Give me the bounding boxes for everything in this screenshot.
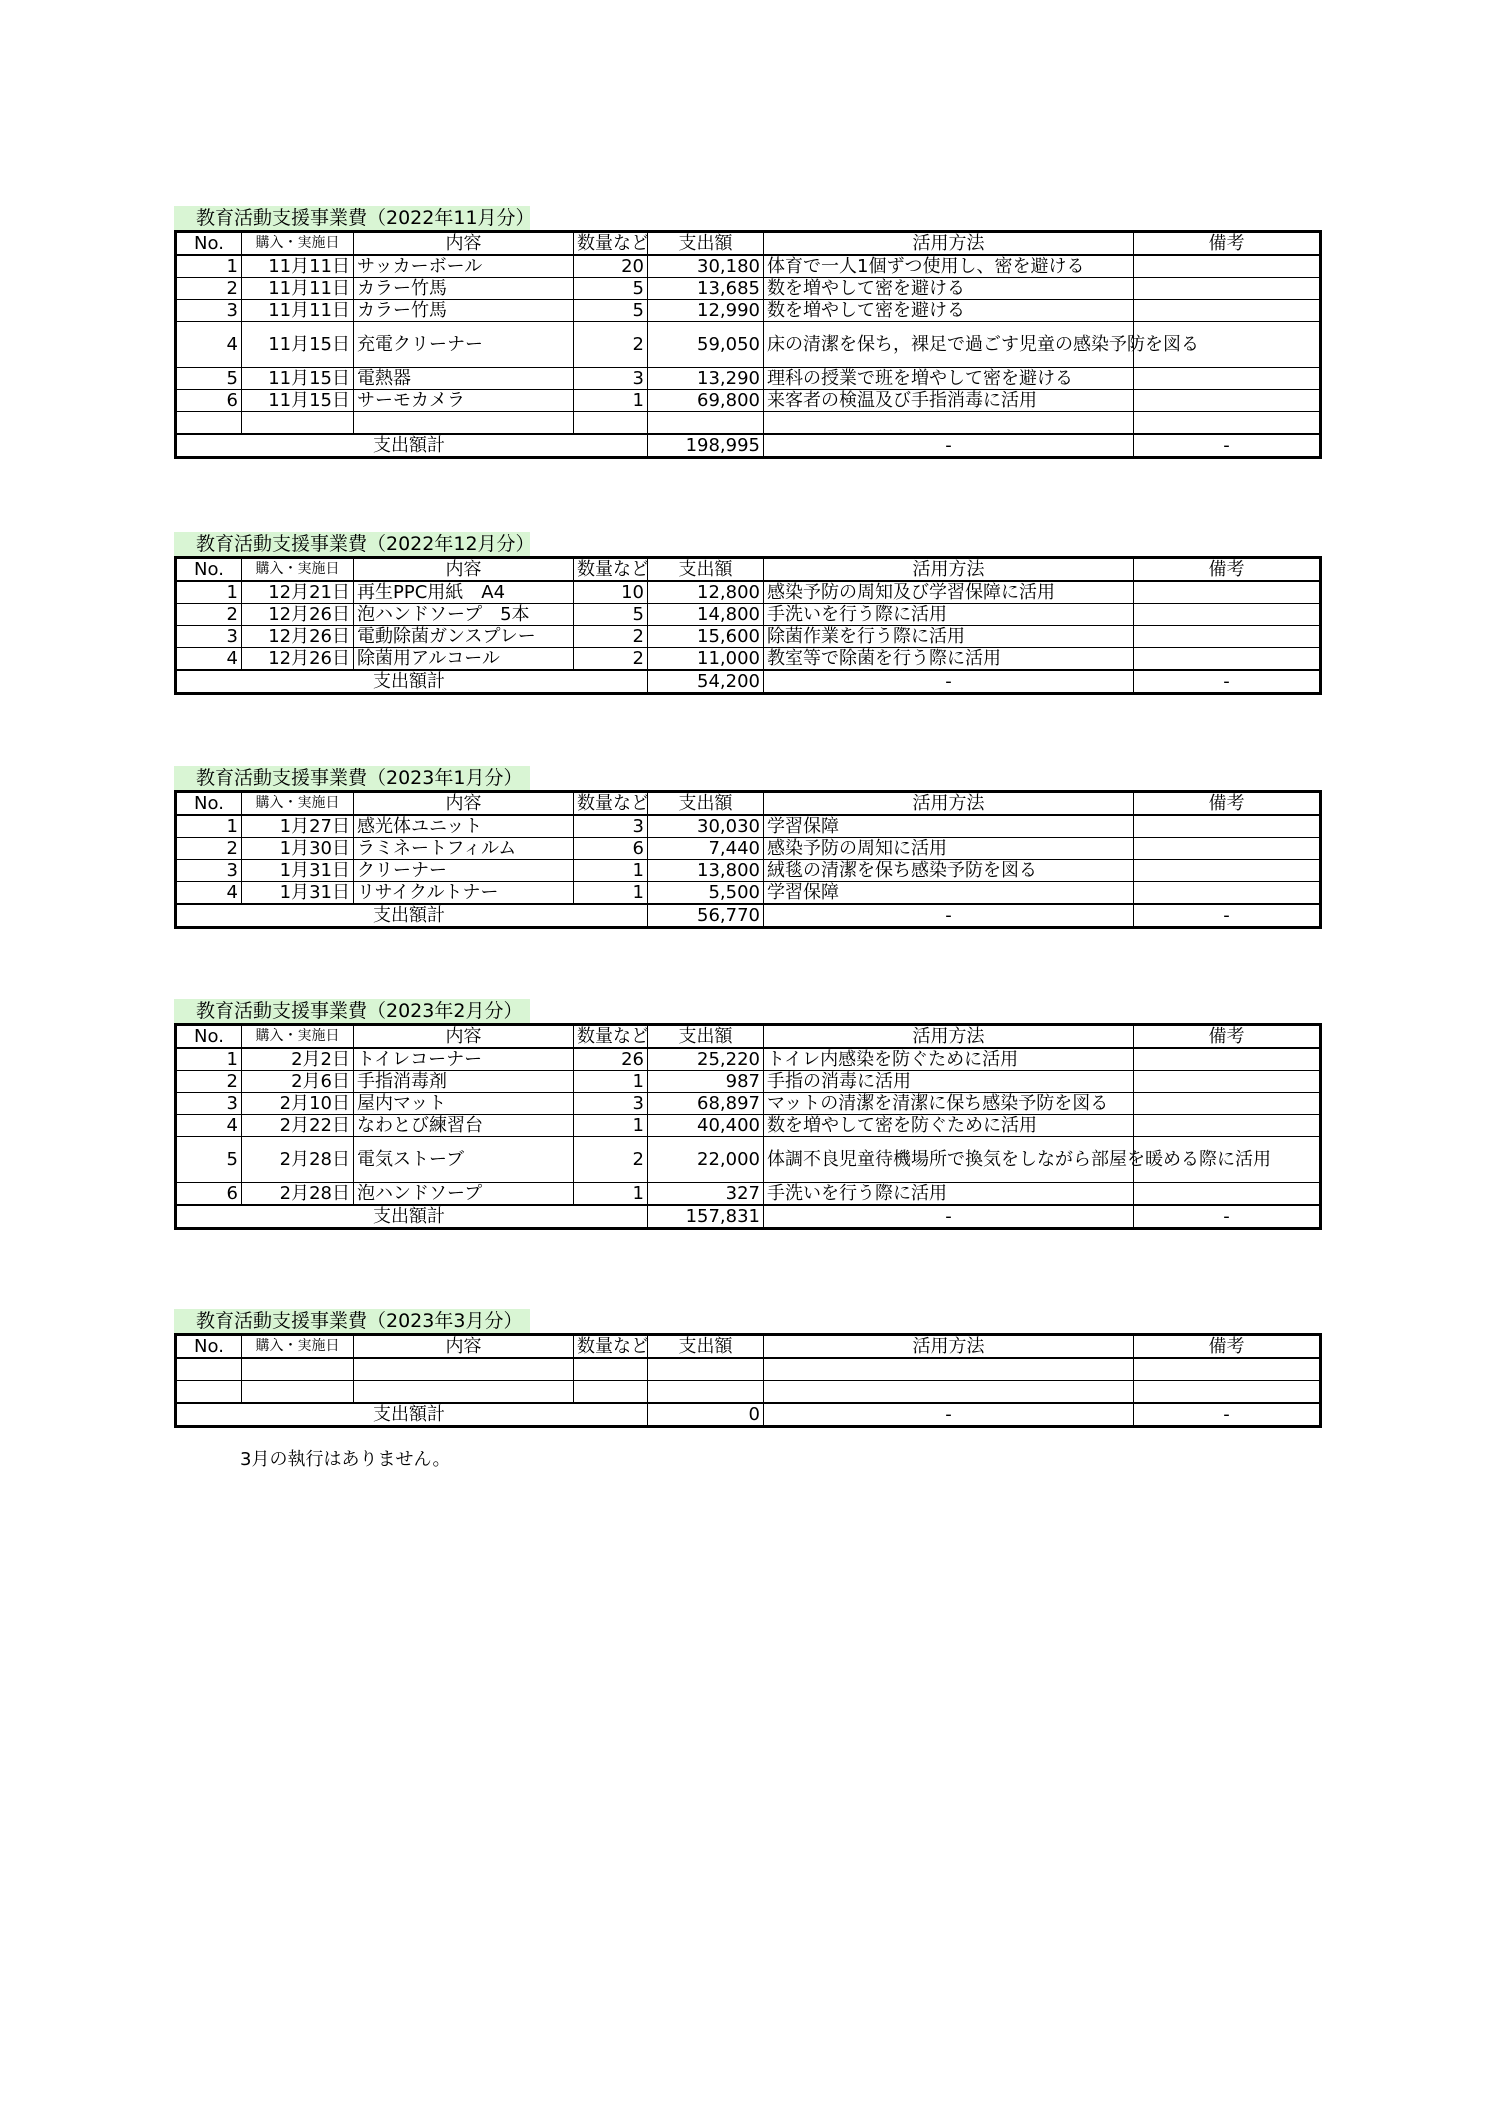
cell-remarks	[1134, 860, 1321, 882]
cell-no: 6	[176, 1183, 242, 1206]
cell-no: 3	[176, 860, 242, 882]
cell-amount: 13,800	[648, 860, 764, 882]
table-row	[176, 1137, 1321, 1183]
cell-method: 数を増やして密を防ぐために活用	[764, 1115, 1134, 1137]
expense-section	[174, 766, 1319, 929]
section-title: 教育活動支援事業費（2022年11月分）	[174, 206, 530, 230]
cell-remarks	[1134, 1115, 1321, 1137]
column-header-method: 活用方法	[764, 558, 1134, 582]
cell-remarks	[1134, 604, 1321, 626]
table-row	[176, 860, 1321, 882]
cell-date: 12月21日	[242, 581, 354, 604]
cell-no: 1	[176, 581, 242, 604]
cell-amount: 69,800	[648, 390, 764, 412]
expense-table	[174, 1023, 1322, 1230]
cell-method: 除菌作業を行う際に活用	[764, 626, 1134, 648]
cell-no: 3	[176, 1093, 242, 1115]
cell-content: 屋内マット	[354, 1093, 574, 1115]
cell-no: 4	[176, 882, 242, 905]
cell-amount	[648, 1381, 764, 1404]
column-header-remarks: 備考	[1134, 558, 1321, 582]
cell-amount: 11,000	[648, 648, 764, 671]
cell-method: 絨毯の清潔を保ち感染予防を図る	[764, 860, 1134, 882]
cell-remarks	[1134, 626, 1321, 648]
table-header-row	[176, 558, 1321, 582]
cell-no: 3	[176, 300, 242, 322]
cell-method: 床の清潔を保ち，裸足で過ごす児童の感染予防を図る	[764, 322, 1134, 368]
cell-amount: 14,800	[648, 604, 764, 626]
total-row	[176, 904, 1321, 928]
cell-method	[764, 1358, 1134, 1381]
table-row	[176, 368, 1321, 390]
total-row	[176, 1205, 1321, 1229]
cell-amount: 68,897	[648, 1093, 764, 1115]
cell-remarks	[1134, 581, 1321, 604]
cell-no: 1	[176, 255, 242, 278]
cell-method: 教室等で除菌を行う際に活用	[764, 648, 1134, 671]
cell-date: 1月27日	[242, 815, 354, 838]
cell-no	[176, 412, 242, 435]
total-amount: 0	[648, 1403, 764, 1427]
table-header-row	[176, 792, 1321, 816]
cell-date: 11月15日	[242, 390, 354, 412]
cell-qty: 1	[574, 1183, 648, 1206]
table-row	[176, 604, 1321, 626]
cell-content	[354, 1381, 574, 1404]
cell-remarks	[1134, 255, 1321, 278]
cell-method: 手指の消毒に活用	[764, 1071, 1134, 1093]
cell-qty: 1	[574, 1071, 648, 1093]
cell-date: 2月28日	[242, 1137, 354, 1183]
cell-date: 1月30日	[242, 838, 354, 860]
column-header-no: No.	[176, 1335, 242, 1359]
total-row	[176, 434, 1321, 458]
cell-qty: 3	[574, 368, 648, 390]
table-row	[176, 1115, 1321, 1137]
cell-no	[176, 1358, 242, 1381]
total-remarks: -	[1134, 1205, 1321, 1229]
cell-method: 学習保障	[764, 882, 1134, 905]
cell-no: 2	[176, 604, 242, 626]
table-row	[176, 322, 1321, 368]
cell-method: 体育で一人1個ずつ使用し、密を避ける	[764, 255, 1134, 278]
cell-no: 4	[176, 648, 242, 671]
cell-amount: 12,990	[648, 300, 764, 322]
table-header-row	[176, 232, 1321, 256]
column-header-qty: 数量など	[574, 232, 648, 256]
cell-content: サーモカメラ	[354, 390, 574, 412]
cell-method: 理科の授業で班を増やして密を避ける	[764, 368, 1134, 390]
cell-amount	[648, 1358, 764, 1381]
cell-remarks	[1134, 1183, 1321, 1206]
total-amount: 198,995	[648, 434, 764, 458]
cell-content: カラー竹馬	[354, 300, 574, 322]
table-row	[176, 648, 1321, 671]
cell-qty: 20	[574, 255, 648, 278]
expense-section	[174, 532, 1319, 695]
cell-date	[242, 1381, 354, 1404]
cell-method: 感染予防の周知に活用	[764, 838, 1134, 860]
column-header-amount: 支出額	[648, 1335, 764, 1359]
cell-no: 6	[176, 390, 242, 412]
cell-qty: 2	[574, 322, 648, 368]
expense-section	[174, 999, 1319, 1230]
column-header-remarks: 備考	[1134, 1335, 1321, 1359]
cell-remarks	[1134, 815, 1321, 838]
cell-qty	[574, 1381, 648, 1404]
cell-method: 数を増やして密を避ける	[764, 278, 1134, 300]
expense-section	[174, 206, 1319, 459]
cell-no: 5	[176, 1137, 242, 1183]
cell-no: 4	[176, 322, 242, 368]
column-header-date: 購入・実施日	[242, 1335, 354, 1359]
cell-remarks	[1134, 278, 1321, 300]
cell-remarks	[1134, 882, 1321, 905]
total-method: -	[764, 904, 1134, 928]
cell-amount: 25,220	[648, 1048, 764, 1071]
table-row	[176, 278, 1321, 300]
total-remarks: -	[1134, 1403, 1321, 1427]
cell-remarks	[1134, 1093, 1321, 1115]
total-remarks: -	[1134, 904, 1321, 928]
cell-no: 2	[176, 1071, 242, 1093]
cell-method	[764, 1381, 1134, 1404]
cell-method	[764, 412, 1134, 435]
cell-content: カラー竹馬	[354, 278, 574, 300]
cell-remarks	[1134, 1071, 1321, 1093]
column-header-amount: 支出額	[648, 792, 764, 816]
cell-remarks	[1134, 1381, 1321, 1404]
total-label: 支出額計	[176, 904, 648, 928]
cell-amount: 327	[648, 1183, 764, 1206]
cell-qty: 5	[574, 300, 648, 322]
cell-content: 手指消毒剤	[354, 1071, 574, 1093]
column-header-date: 購入・実施日	[242, 558, 354, 582]
column-header-method: 活用方法	[764, 792, 1134, 816]
section-title: 教育活動支援事業費（2023年2月分）	[174, 999, 530, 1023]
table-row	[176, 1358, 1321, 1381]
cell-method: トイレ内感染を防ぐために活用	[764, 1048, 1134, 1071]
column-header-no: No.	[176, 558, 242, 582]
cell-content: 泡ハンドソープ	[354, 1183, 574, 1206]
cell-content: 再生PPC用紙 A4	[354, 581, 574, 604]
column-header-qty: 数量など	[574, 792, 648, 816]
total-remarks: -	[1134, 670, 1321, 694]
cell-date: 11月15日	[242, 322, 354, 368]
column-header-content: 内容	[354, 558, 574, 582]
total-method: -	[764, 1403, 1134, 1427]
cell-qty: 1	[574, 882, 648, 905]
cell-method: 感染予防の周知及び学習保障に活用	[764, 581, 1134, 604]
cell-no: 2	[176, 278, 242, 300]
cell-method: 来客者の検温及び手指消毒に活用	[764, 390, 1134, 412]
cell-date: 2月22日	[242, 1115, 354, 1137]
section-title: 教育活動支援事業費（2023年1月分）	[174, 766, 530, 790]
cell-date: 12月26日	[242, 604, 354, 626]
cell-method: 手洗いを行う際に活用	[764, 604, 1134, 626]
table-row	[176, 390, 1321, 412]
column-header-content: 内容	[354, 792, 574, 816]
column-header-qty: 数量など	[574, 558, 648, 582]
cell-content: 泡ハンドソープ 5本	[354, 604, 574, 626]
cell-method: 手洗いを行う際に活用	[764, 1183, 1134, 1206]
table-row	[176, 300, 1321, 322]
expense-section	[174, 1309, 1319, 1428]
cell-content: サッカーボール	[354, 255, 574, 278]
expense-table	[174, 790, 1322, 929]
expense-table	[174, 1333, 1322, 1428]
cell-no: 3	[176, 626, 242, 648]
total-label: 支出額計	[176, 1205, 648, 1229]
column-header-date: 購入・実施日	[242, 792, 354, 816]
cell-remarks	[1134, 390, 1321, 412]
cell-content: 充電クリーナー	[354, 322, 574, 368]
expense-table	[174, 556, 1322, 695]
cell-date: 11月11日	[242, 300, 354, 322]
cell-amount: 22,000	[648, 1137, 764, 1183]
column-header-amount: 支出額	[648, 558, 764, 582]
cell-content: なわとび練習台	[354, 1115, 574, 1137]
column-header-remarks: 備考	[1134, 232, 1321, 256]
column-header-method: 活用方法	[764, 1025, 1134, 1049]
column-header-content: 内容	[354, 232, 574, 256]
cell-qty: 26	[574, 1048, 648, 1071]
total-amount: 54,200	[648, 670, 764, 694]
cell-qty: 1	[574, 860, 648, 882]
column-header-no: No.	[176, 1025, 242, 1049]
cell-qty: 2	[574, 626, 648, 648]
table-row	[176, 1071, 1321, 1093]
cell-date	[242, 412, 354, 435]
column-header-remarks: 備考	[1134, 792, 1321, 816]
table-row	[176, 1183, 1321, 1206]
column-header-content: 内容	[354, 1025, 574, 1049]
cell-qty: 2	[574, 1137, 648, 1183]
cell-remarks	[1134, 412, 1321, 435]
total-row	[176, 1403, 1321, 1427]
table-row	[176, 626, 1321, 648]
column-header-amount: 支出額	[648, 1025, 764, 1049]
cell-amount: 40,400	[648, 1115, 764, 1137]
cell-amount: 13,290	[648, 368, 764, 390]
column-header-remarks: 備考	[1134, 1025, 1321, 1049]
table-header-row	[176, 1335, 1321, 1359]
column-header-method: 活用方法	[764, 1335, 1134, 1359]
cell-no: 4	[176, 1115, 242, 1137]
cell-remarks	[1134, 648, 1321, 671]
cell-qty: 2	[574, 648, 648, 671]
table-row	[176, 1381, 1321, 1404]
cell-no: 2	[176, 838, 242, 860]
cell-content: ラミネートフィルム	[354, 838, 574, 860]
cell-date: 1月31日	[242, 882, 354, 905]
cell-qty: 6	[574, 838, 648, 860]
cell-amount: 987	[648, 1071, 764, 1093]
cell-remarks	[1134, 368, 1321, 390]
cell-qty: 3	[574, 815, 648, 838]
cell-no: 1	[176, 1048, 242, 1071]
section-title: 教育活動支援事業費（2022年12月分）	[174, 532, 530, 556]
cell-method: マットの清潔を清潔に保ち感染予防を図る	[764, 1093, 1134, 1115]
cell-remarks	[1134, 300, 1321, 322]
cell-amount: 5,500	[648, 882, 764, 905]
cell-content: 電動除菌ガンスプレー	[354, 626, 574, 648]
column-header-no: No.	[176, 232, 242, 256]
table-row	[176, 1048, 1321, 1071]
cell-content: 電気ストーブ	[354, 1137, 574, 1183]
total-label: 支出額計	[176, 1403, 648, 1427]
cell-content: トイレコーナー	[354, 1048, 574, 1071]
cell-remarks	[1134, 838, 1321, 860]
cell-content	[354, 1358, 574, 1381]
total-row	[176, 670, 1321, 694]
cell-content: 電熱器	[354, 368, 574, 390]
table-row	[176, 815, 1321, 838]
cell-content	[354, 412, 574, 435]
cell-date: 12月26日	[242, 626, 354, 648]
cell-amount: 12,800	[648, 581, 764, 604]
cell-date: 11月11日	[242, 255, 354, 278]
cell-qty	[574, 412, 648, 435]
cell-date: 2月6日	[242, 1071, 354, 1093]
cell-date: 11月15日	[242, 368, 354, 390]
cell-content: リサイクルトナー	[354, 882, 574, 905]
expense-table	[174, 230, 1322, 459]
cell-no: 1	[176, 815, 242, 838]
cell-date: 12月26日	[242, 648, 354, 671]
cell-date: 2月10日	[242, 1093, 354, 1115]
cell-no: 5	[176, 368, 242, 390]
cell-content: 除菌用アルコール	[354, 648, 574, 671]
cell-qty: 5	[574, 278, 648, 300]
cell-method: 体調不良児童待機場所で換気をしながら部屋を暖める際に活用	[764, 1137, 1134, 1183]
cell-amount	[648, 412, 764, 435]
cell-method: 数を増やして密を避ける	[764, 300, 1134, 322]
cell-date: 2月28日	[242, 1183, 354, 1206]
column-header-amount: 支出額	[648, 232, 764, 256]
table-row	[176, 1093, 1321, 1115]
cell-method: 学習保障	[764, 815, 1134, 838]
section-title: 教育活動支援事業費（2023年3月分）	[174, 1309, 530, 1333]
total-method: -	[764, 670, 1134, 694]
cell-qty: 5	[574, 604, 648, 626]
total-remarks: -	[1134, 434, 1321, 458]
cell-amount: 30,030	[648, 815, 764, 838]
cell-qty: 10	[574, 581, 648, 604]
table-row	[176, 412, 1321, 435]
cell-amount: 7,440	[648, 838, 764, 860]
total-amount: 56,770	[648, 904, 764, 928]
column-header-content: 内容	[354, 1335, 574, 1359]
table-row	[176, 838, 1321, 860]
cell-amount: 15,600	[648, 626, 764, 648]
section-note: 3月の執行はありません。	[240, 1449, 451, 1470]
total-label: 支出額計	[176, 434, 648, 458]
column-header-date: 購入・実施日	[242, 1025, 354, 1049]
table-header-row	[176, 1025, 1321, 1049]
cell-amount: 30,180	[648, 255, 764, 278]
cell-amount: 59,050	[648, 322, 764, 368]
column-header-method: 活用方法	[764, 232, 1134, 256]
cell-amount: 13,685	[648, 278, 764, 300]
column-header-no: No.	[176, 792, 242, 816]
cell-remarks	[1134, 1358, 1321, 1381]
cell-qty: 1	[574, 390, 648, 412]
column-header-date: 購入・実施日	[242, 232, 354, 256]
column-header-qty: 数量など	[574, 1025, 648, 1049]
cell-date: 2月2日	[242, 1048, 354, 1071]
cell-content: 感光体ユニット	[354, 815, 574, 838]
cell-remarks	[1134, 1048, 1321, 1071]
total-label: 支出額計	[176, 670, 648, 694]
cell-qty: 1	[574, 1115, 648, 1137]
cell-qty: 3	[574, 1093, 648, 1115]
total-method: -	[764, 434, 1134, 458]
cell-no	[176, 1381, 242, 1404]
table-row	[176, 581, 1321, 604]
cell-content: クリーナー	[354, 860, 574, 882]
cell-date: 11月11日	[242, 278, 354, 300]
total-method: -	[764, 1205, 1134, 1229]
cell-date	[242, 1358, 354, 1381]
table-row	[176, 255, 1321, 278]
cell-qty	[574, 1358, 648, 1381]
table-row	[176, 882, 1321, 905]
total-amount: 157,831	[648, 1205, 764, 1229]
column-header-qty: 数量など	[574, 1335, 648, 1359]
cell-date: 1月31日	[242, 860, 354, 882]
